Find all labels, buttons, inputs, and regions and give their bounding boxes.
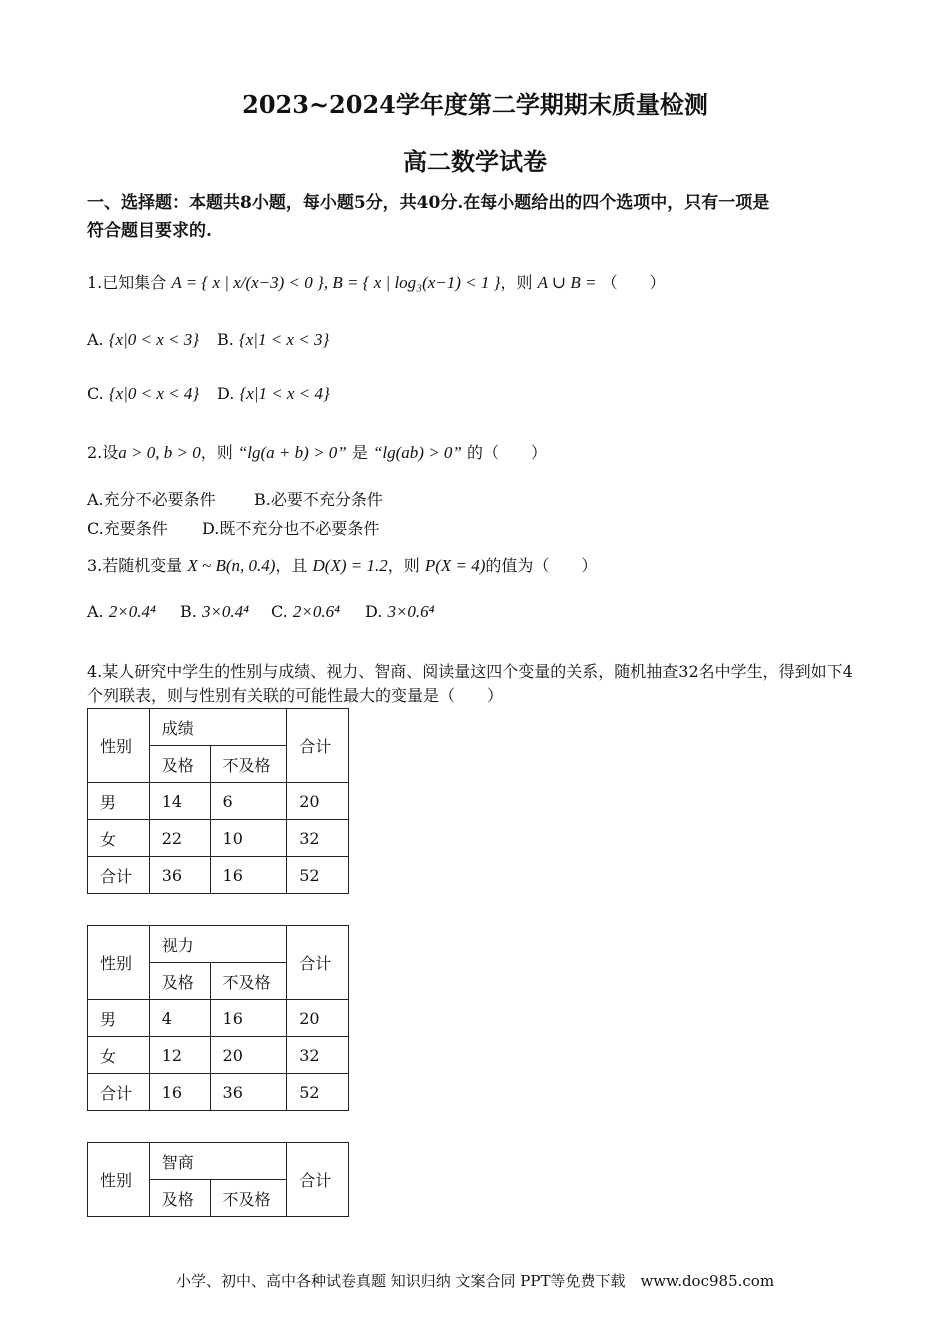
- table-cell: 男: [88, 783, 150, 820]
- q3-prefix: 3.若随机变量: [87, 556, 183, 575]
- q1-option-d-text: {x|1 < x < 4}: [239, 384, 330, 403]
- q3-option-b: [180, 602, 249, 622]
- q1-option-a-label: A.: [87, 330, 104, 349]
- table-row: [88, 1037, 349, 1074]
- table-cell: 6: [210, 783, 287, 820]
- q2-option-c: C.充要条件: [87, 519, 168, 538]
- question-2-stem: [87, 440, 547, 463]
- contingency-table-iq: [87, 1142, 349, 1217]
- q3-option-c: [271, 602, 340, 622]
- q2-statement-q: “lg(ab) > 0”: [372, 443, 462, 462]
- section-header-line2: 符合题目要求的.: [87, 221, 212, 241]
- table-row: [88, 857, 349, 894]
- gender-header: 性别: [88, 1143, 150, 1217]
- table-row: [88, 1000, 349, 1037]
- q3-variance: D(X) = 1.2: [312, 556, 388, 575]
- total-header: 合计: [287, 926, 349, 1000]
- total-header: 合计: [287, 709, 349, 783]
- q1-set-a: A = { x | x/(x−3) < 0 }: [171, 273, 324, 292]
- variable-header: 视力: [149, 926, 286, 963]
- table-cell: 16: [210, 1000, 287, 1037]
- section-header-line1: 一、选择题：本题共8小题，每小题5分，共40分.在每小题给出的四个选项中，只有一项是: [87, 193, 770, 213]
- q1-option-d: [217, 384, 330, 404]
- q3-option-a-label: A.: [87, 602, 104, 621]
- table-cell: 22: [149, 820, 210, 857]
- q2-option-d: D.既不充分也不必要条件: [202, 519, 380, 538]
- table-cell: 12: [149, 1037, 210, 1074]
- pass-header: 及格: [149, 963, 210, 1000]
- q1-option-a-text: {x|0 < x < 3}: [108, 330, 200, 349]
- pass-header: 及格: [149, 1180, 210, 1217]
- exam-subtitle: 高二数学试卷: [403, 147, 547, 176]
- q3-suffix: 的值为（ ）: [485, 556, 598, 575]
- q2-prefix: 2.设: [87, 443, 119, 462]
- contingency-table-grades: [87, 708, 349, 894]
- q2-suffix: 的（ ）: [466, 443, 547, 462]
- table-cell: 合计: [88, 857, 150, 894]
- fail-header: 不及格: [210, 1180, 287, 1217]
- q1-option-b: [217, 330, 329, 350]
- table-cell: 32: [287, 820, 349, 857]
- q3-option-a: [87, 602, 156, 622]
- q1-option-c: [87, 384, 199, 404]
- table-cell: 20: [210, 1037, 287, 1074]
- fail-header: 不及格: [210, 746, 287, 783]
- table-cell: 20: [287, 1000, 349, 1037]
- question-4-stem-line2: 个列联表，则与性别有关联的可能性最大的变量是（ ）: [87, 686, 504, 705]
- question-1-stem: [87, 270, 666, 293]
- q3-option-d-label: D.: [365, 602, 383, 621]
- table-cell: 女: [88, 1037, 150, 1074]
- q1-set-b: , B = { x | log₃(x−1) < 1 }: [323, 273, 501, 292]
- table-row: [88, 820, 349, 857]
- q2-option-a: A.充分不必要条件: [87, 490, 216, 509]
- q3-option-b-text: 3×0.4⁴: [201, 602, 250, 621]
- q3-option-a-text: 2×0.4⁴: [108, 602, 156, 621]
- q3-option-b-label: B.: [180, 602, 197, 621]
- question-3-stem: [87, 553, 597, 576]
- table-cell: 男: [88, 1000, 150, 1037]
- q2-condition: a > 0, b > 0: [118, 443, 201, 462]
- variable-header: 智商: [149, 1143, 286, 1180]
- q1-union: A ∪ B =: [537, 273, 597, 292]
- page-footer: 小学、初中、高中各种试卷真题 知识归纳 文案合同 PPT等免费下载 www.doc985.com: [175, 1272, 775, 1290]
- table-cell: 36: [210, 1074, 287, 1111]
- pass-header: 及格: [149, 746, 210, 783]
- table-cell: 合计: [88, 1074, 150, 1111]
- variable-header: 成绩: [149, 709, 286, 746]
- q1-option-a: [87, 330, 199, 350]
- q1-option-c-label: C.: [87, 384, 104, 403]
- q3-option-c-label: C.: [271, 602, 288, 621]
- table-cell: 20: [287, 783, 349, 820]
- q1-prefix: 1.已知集合: [87, 273, 167, 292]
- q3-then: ，则: [387, 556, 420, 575]
- table-cell: 4: [149, 1000, 210, 1037]
- q1-option-b-text: {x|1 < x < 3}: [238, 330, 330, 349]
- fail-header: 不及格: [210, 963, 287, 1000]
- q1-option-c-text: {x|0 < x < 4}: [108, 384, 200, 403]
- q3-probability: P(X = 4): [424, 556, 486, 575]
- q2-then: ，则: [200, 443, 233, 462]
- gender-header: 性别: [88, 709, 150, 783]
- q3-and: ，且: [275, 556, 308, 575]
- table-cell: 36: [149, 857, 210, 894]
- q1-option-b-label: B.: [217, 330, 234, 349]
- table-cell: 女: [88, 820, 150, 857]
- table-row: [88, 783, 349, 820]
- table-cell: 52: [287, 1074, 349, 1111]
- table-row: [88, 1074, 349, 1111]
- q3-distribution: X ~ B(n, 0.4): [187, 556, 276, 575]
- q3-option-c-text: 2×0.6⁴: [292, 602, 340, 621]
- question-4-stem-line1: 4.某人研究中学生的性别与成绩、视力、智商、阅读量这四个变量的关系，随机抽查32名中学生，得到如下4: [87, 662, 853, 681]
- q2-option-b: B.必要不充分条件: [254, 490, 383, 509]
- table-cell: 32: [287, 1037, 349, 1074]
- table-cell: 10: [210, 820, 287, 857]
- total-header: 合计: [287, 1143, 349, 1217]
- gender-header: 性别: [88, 926, 150, 1000]
- table-cell: 16: [149, 1074, 210, 1111]
- exam-title: 2023~2024学年度第二学期期末质量检测: [242, 90, 708, 119]
- q1-then: ，则: [500, 273, 533, 292]
- contingency-table-vision: [87, 925, 349, 1111]
- q3-option-d-text: 3×0.6⁴: [387, 602, 435, 621]
- q3-option-d: [365, 602, 435, 622]
- q1-paren: （ ）: [601, 273, 666, 292]
- q2-is: 是: [351, 443, 368, 462]
- q1-option-d-label: D.: [217, 384, 235, 403]
- table-cell: 52: [287, 857, 349, 894]
- table-cell: 14: [149, 783, 210, 820]
- table-cell: 16: [210, 857, 287, 894]
- q2-statement-p: “lg(a + b) > 0”: [237, 443, 347, 462]
